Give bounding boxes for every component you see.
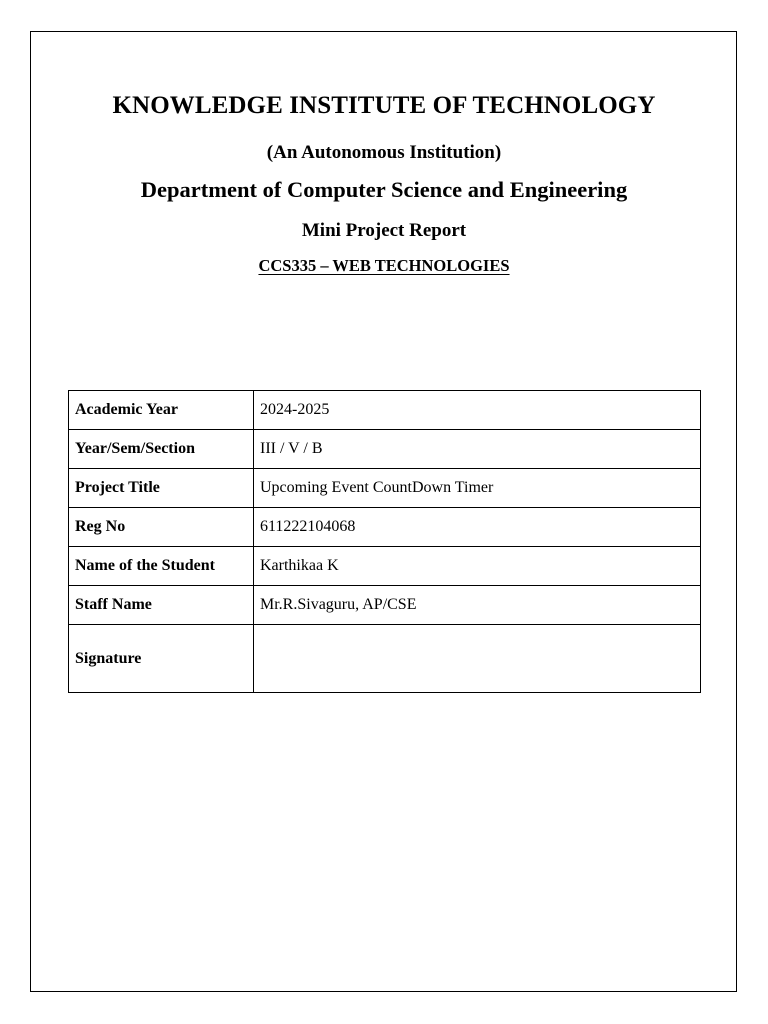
row-label: Name of the Student	[69, 547, 254, 586]
table-row	[69, 625, 701, 693]
details-table	[68, 390, 701, 693]
row-value: Karthikaa K	[254, 547, 701, 586]
row-label: Signature	[69, 625, 254, 693]
row-label: Staff Name	[69, 586, 254, 625]
course-title-text: CCS335 – WEB TECHNOLOGIES	[258, 256, 510, 275]
table-row	[69, 547, 701, 586]
row-label: Project Title	[69, 469, 254, 508]
row-label: Year/Sem/Section	[69, 430, 254, 469]
row-value: Mr.R.Sivaguru, AP/CSE	[254, 586, 701, 625]
row-value: 2024-2025	[254, 391, 701, 430]
row-value: 611222104068	[254, 508, 701, 547]
department-name: Department of Computer Science and Engineering	[140, 177, 628, 202]
table-row	[69, 469, 701, 508]
course-title	[0, 256, 768, 276]
table-row	[69, 586, 701, 625]
institution-name: KNOWLEDGE INSTITUTE OF TECHNOLOGY	[112, 92, 656, 119]
table-row	[69, 508, 701, 547]
signature-field	[254, 625, 701, 693]
row-value: III / V / B	[254, 430, 701, 469]
table-row	[69, 430, 701, 469]
institution-type: (An Autonomous Institution)	[266, 142, 502, 163]
row-value: Upcoming Event CountDown Timer	[254, 469, 701, 508]
row-label: Academic Year	[69, 391, 254, 430]
report-type: Mini Project Report	[301, 220, 467, 241]
row-label: Reg No	[69, 508, 254, 547]
table-row	[69, 391, 701, 430]
